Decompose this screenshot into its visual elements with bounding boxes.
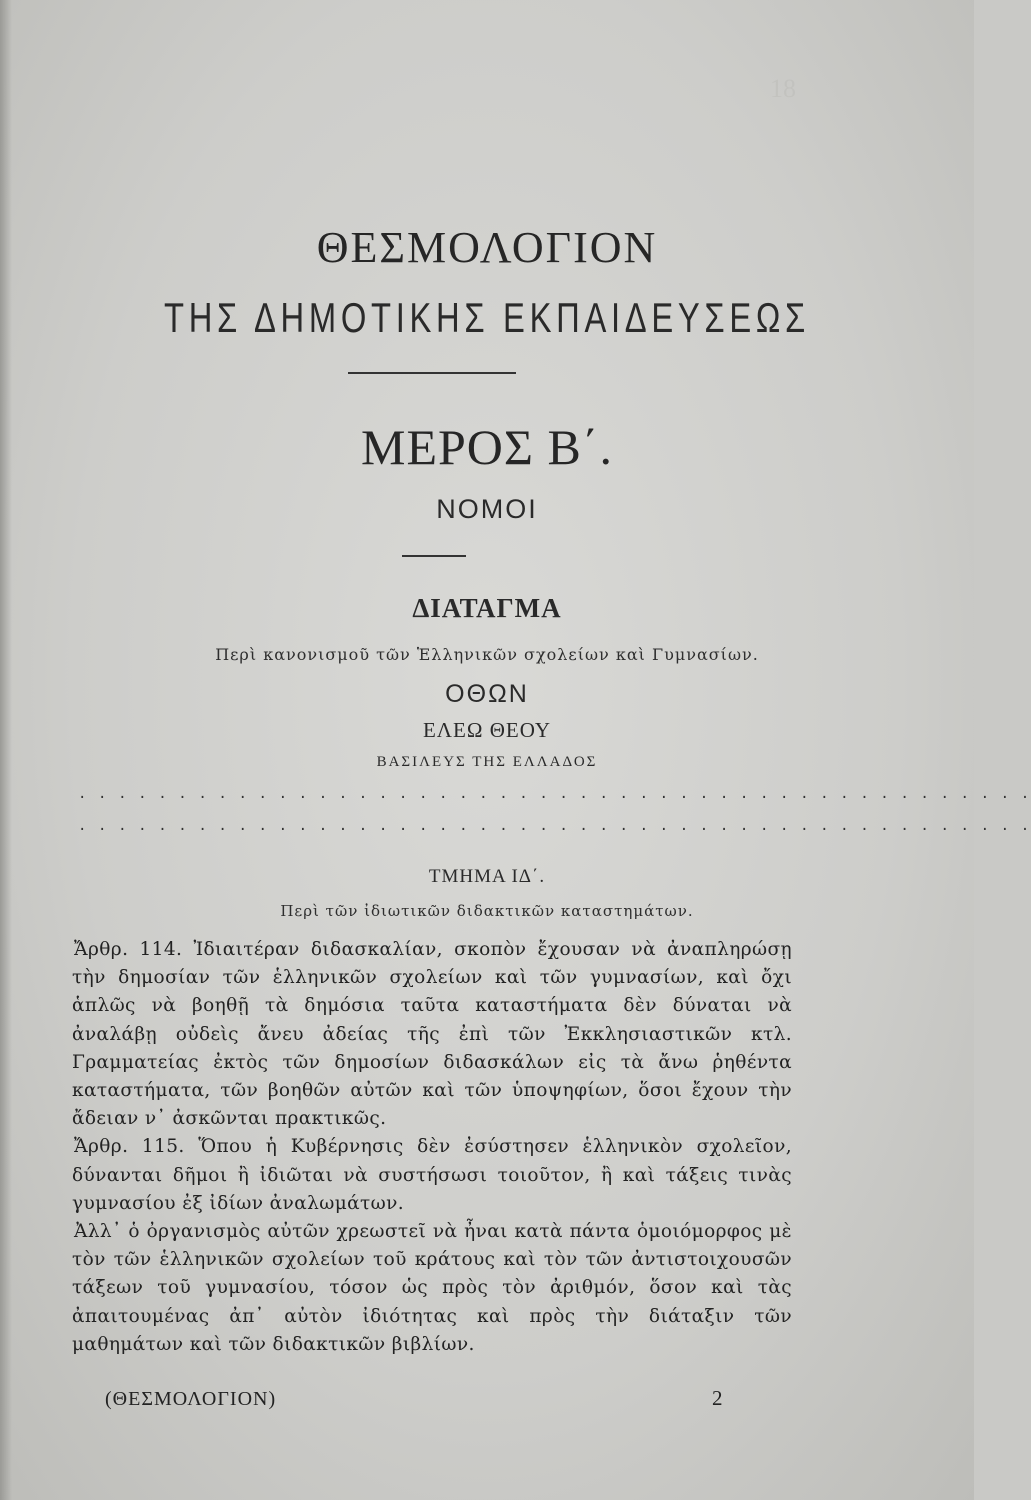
section-subject: Περὶ τῶν ἰδιωτικῶν διδακτικῶν καταστημάτων. — [280, 902, 694, 920]
book-subtitle: ΤΗΣ ΔΗΜΟΤΙΚΗΣ ΕΚΠΑΙΔΕΥΣΕΩΣ — [164, 294, 810, 341]
book-title: ΘΕΣΜΟΛΟΓΙΟΝ — [316, 223, 658, 272]
part-title: ΜΕΡΟΣ Β΄. — [360, 419, 614, 475]
king-title: ΒΑΣΙΛΕΥΣ ΤΗΣ ΕΛΛΑΔΟΣ — [376, 754, 598, 770]
ellipsis-line: . . . . . . . . . . . . . . . . . . . . . . . . . . . . . . . . . . . . . . . . . . . . . . . . — [78, 786, 1031, 802]
signature-mark: (ΘΕΣΜΟΛΟΓΙΟΝ) — [105, 1388, 277, 1410]
article-paragraph: Ἄρθρ. 114. Ἰδιαιτέραν διδασκαλίαν, σκοπὸν ἔχουσαν νὰ ἀναπληρώσῃ τὴν δημοσίαν τῶν ἑλληνικῶν σχολείων καὶ τῶν γυμνασίων, καὶ ὄχι ἁπλῶς νὰ βοηθῇ τὰ δημόσια ταῦτα καταστήματα δὲν δύναται νὰ ἀναλάβῃ οὐδεὶς ἄνευ ἀδείας τῆς ἐπὶ τῶν Ἐκκλησιαστικῶν κτλ. Γραμματείας ἐκτὸς τῶν δημοσίων διδασκάλων εἰς τὰ ἄνω ῥηθέντα καταστήματα, τῶν βοηθῶν αὐτῶν καὶ τῶν ὑποψηφίων, ὅσοι ἔχουν τὴν ἄδειαν ν᾽ ἀσκῶνται πρακτικῶς. — [72, 939, 792, 1130]
section-title: ΤΜΗΜΑ ΙΔ΄. — [428, 866, 546, 887]
decree-title: ΔΙΑΤΑΓΜΑ — [412, 593, 562, 623]
signature-number: 2 — [712, 1386, 723, 1410]
article-paragraph: Ἄρθρ. 115. Ὅπου ἡ Κυβέρνησις δὲν ἐσύστησεν ἑλληνικὸν σχολεῖον, δύνανται δῆμοι ἢ ἰδιῶται νὰ συστήσωσι τοιοῦτον, ἢ καὶ τάξεις τινὰς γυμνασίου ἐξ ἰδίων ἀναλωμάτων. — [72, 1136, 792, 1214]
ellipsis-line: . . . . . . . . . . . . . . . . . . . . . . . . . . . . . . . . . . . . . . . . . . . . . . . . — [78, 818, 1031, 834]
king-name: ΟΘΩΝ — [445, 680, 529, 708]
laws-heading: ΝΟΜΟΙ — [436, 494, 538, 524]
title-divider — [348, 372, 516, 374]
bleed-through-page-number: 18 — [770, 74, 796, 103]
decree-subject: Περὶ κανονισμοῦ τῶν Ἑλληνικῶν σχολείων καὶ Γυμνασίων. — [215, 645, 759, 664]
articles-body — [72, 936, 792, 1359]
article-paragraph: Ἀλλ᾽ ὁ ὀργανισμὸς αὐτῶν χρεωστεῖ νὰ ἦναι κατὰ πάντα ὁμοιόμορφος μὲ τὸν τῶν ἑλληνικῶν σχολείων τοῦ κράτους καὶ τὸν τῶν ἀντιστοιχουσῶν τάξεων τοῦ γυμνασίου, τόσον ὡς πρὸς τὸν ἀριθμόν, ὅσον καὶ τὰς ἀπαιτουμένας ἀπ᾽ αὐτὸν ἰδιότητας καὶ πρὸς τὴν διάταξιν τῶν μαθημάτων καὶ τῶν διδακτικῶν βιβλίων. — [72, 1221, 792, 1355]
laws-divider — [402, 555, 466, 557]
grace-formula: ΕΛΕΩ ΘΕΟΥ — [422, 718, 552, 742]
